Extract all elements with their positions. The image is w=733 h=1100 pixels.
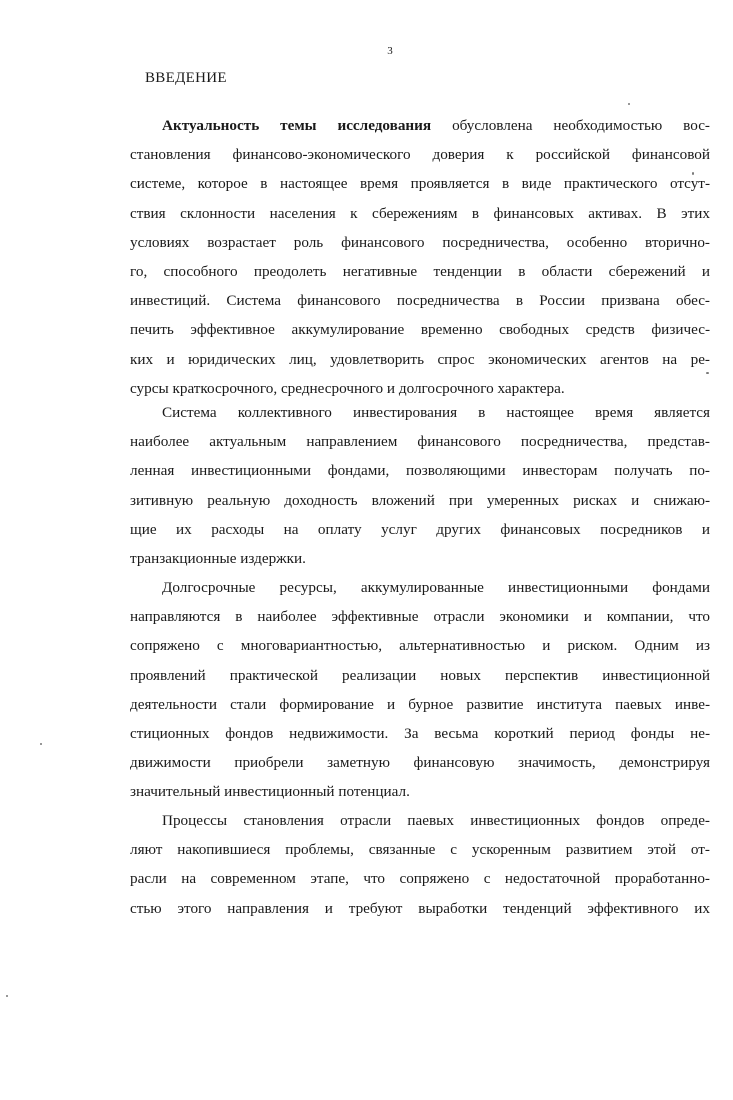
paragraph-line: инвестиций. Система финансового посредничества в России призвана обес- xyxy=(130,292,710,310)
paragraph-relevance xyxy=(130,111,710,403)
paragraph-line: ленная инвестиционными фондами, позволяющими инвесторам получать по- xyxy=(130,462,710,480)
scan-speck xyxy=(706,372,709,374)
paragraph-line: стью этого направления и требуют выработки тенденций эффективного их xyxy=(130,899,710,917)
page-number: 3 xyxy=(387,45,393,57)
paragraph-line-text: обусловлена необходимостью вос- xyxy=(431,117,710,134)
section-heading: ВВЕДЕНИЕ xyxy=(145,70,227,86)
scan-speck xyxy=(40,743,42,745)
paragraph-line: щие их расходы на оплату услуг других финансовых посредников и xyxy=(130,520,710,538)
paragraph-line: становления финансово-экономического доверия к российской финансовой xyxy=(130,146,710,164)
paragraph-line: сопряжено с многовариантностью, альтернативностью и риском. Одним из xyxy=(130,637,710,655)
paragraph-line: транзакционные издержки. xyxy=(130,549,306,567)
paragraph-line: наиболее актуальным направлением финансового посредничества, представ- xyxy=(130,433,710,451)
paragraph-line: ких и юридических лиц, удовлетворить спрос экономических агентов на ре- xyxy=(130,350,710,368)
paragraph-line: го, способного преодолеть негативные тенденции в области сбережений и xyxy=(130,262,710,280)
paragraph-line: ствия склонности населения к сбережениям в финансовых активах. В этих xyxy=(130,204,710,222)
paragraph-line: печить эффективное аккумулирование временно свободных средств физичес- xyxy=(130,321,710,339)
paragraph-line: Долгосрочные ресурсы, аккумулированные инвестиционными фондами xyxy=(162,579,710,596)
paragraph-line: деятельности стали формирование и бурное развитие института паевых инве- xyxy=(130,695,710,713)
paragraph-line: системе, которое в настоящее время проявляется в виде практического отсут- xyxy=(130,175,710,193)
paragraph-line: движимости приобрели заметную финансовую значимость, демонстрируя xyxy=(130,754,710,772)
paragraph-line: стиционных фондов недвижимости. За весьма короткий период фонды не- xyxy=(130,724,710,742)
paragraph-line: Процессы становления отрасли паевых инвестиционных фондов опреде- xyxy=(162,812,710,829)
scan-speck xyxy=(628,103,630,105)
paragraph-line: проявлений практической реализации новых перспектив инвестиционной xyxy=(130,666,710,684)
paragraph-line: направляются в наиболее эффективные отрасли экономики и компании, что xyxy=(130,608,710,626)
paragraph-development-processes xyxy=(130,806,710,923)
paragraph-line: сурсы краткосрочного, среднесрочного и долгосрочного характера. xyxy=(130,379,565,397)
paragraph-line: условиях возрастает роль финансового посредничества, особенно вторично- xyxy=(130,233,710,251)
paragraph-long-term-resources xyxy=(130,573,710,807)
paragraph-line: зитивную реальную доходность вложений при умеренных рисках и снижаю- xyxy=(130,491,710,509)
paragraph-line: ляют накопившиеся проблемы, связанные с ускоренным развитием этой от- xyxy=(130,841,710,859)
paragraph-line: расли на современном этапе, что сопряжено с недостаточной проработанно- xyxy=(130,870,710,888)
scan-speck xyxy=(692,172,694,175)
paragraph-collective-investment xyxy=(130,398,710,573)
paragraph-line: Система коллективного инвестирования в настоящее время является xyxy=(162,404,710,421)
paragraph-lead-bold: Актуальность темы исследования xyxy=(162,117,432,134)
scan-speck xyxy=(6,995,8,997)
paragraph-line xyxy=(130,111,710,140)
paragraph-line: значительный инвестиционный потенциал. xyxy=(130,783,410,801)
